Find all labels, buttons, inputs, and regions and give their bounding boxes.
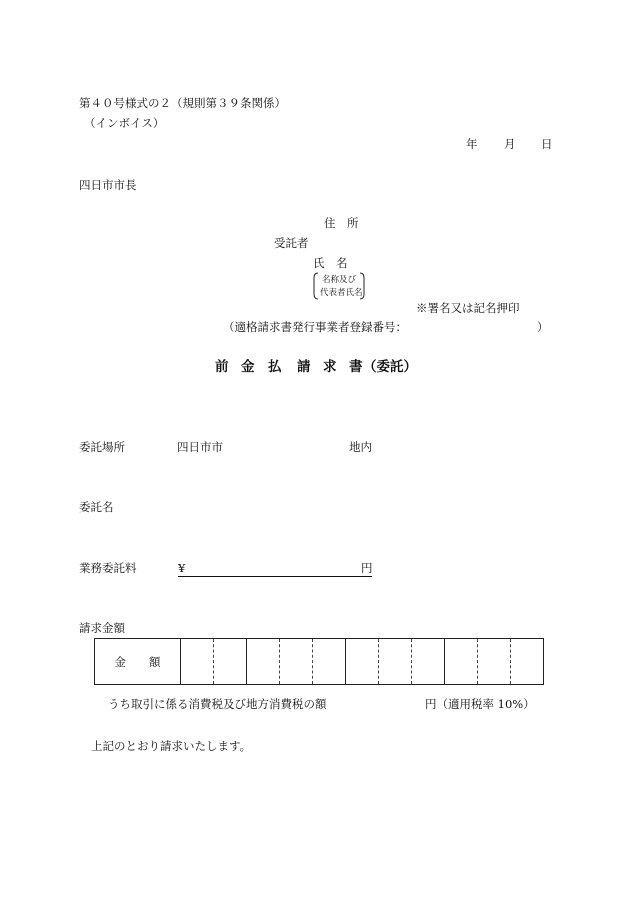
fee-amount-line	[178, 576, 372, 577]
contractor-role-label: 受託者	[274, 236, 309, 250]
digit-cell[interactable]	[379, 639, 412, 685]
digit-cell[interactable]	[181, 639, 214, 685]
form-subtitle: （インボイス）	[84, 116, 165, 130]
digit-cell[interactable]	[511, 639, 544, 685]
address-label: 住 所	[324, 216, 359, 230]
digit-cell[interactable]	[280, 639, 313, 685]
digit-cell[interactable]	[478, 639, 511, 685]
digit-cell[interactable]	[247, 639, 280, 685]
tax-line-unit: 円（適用税率 10%）	[425, 697, 535, 711]
title-char: 前	[215, 359, 229, 375]
digit-cell[interactable]	[214, 639, 247, 685]
digit-cell[interactable]	[313, 639, 346, 685]
date-month-label: 月	[504, 137, 516, 151]
title-char: 書	[349, 359, 363, 375]
title-suffix: （委託）	[363, 359, 417, 375]
name-note-line2: 代表者氏名	[320, 288, 363, 298]
amount-box	[94, 638, 544, 685]
tax-line-label: うち取引に係る消費税及び地方消費税の額	[108, 697, 327, 711]
request-amount-label: 請求金額	[79, 621, 125, 635]
document-title	[215, 361, 417, 375]
date-year-label: 年	[466, 137, 478, 151]
name-note-line1: 名称及び	[322, 275, 357, 285]
title-char: 請	[297, 359, 311, 375]
location-city: 四日市市	[177, 440, 223, 454]
title-char: 金	[241, 359, 255, 375]
digit-cell[interactable]	[412, 639, 445, 685]
location-label: 委託場所	[79, 440, 125, 454]
fee-unit: 円	[361, 561, 373, 575]
title-char: 求	[323, 359, 337, 375]
addressee: 四日市市長	[79, 178, 137, 192]
registration-number-label: （適格請求書発行事業者登録番号：	[223, 320, 407, 334]
contract-fee-label: 業務委託料	[79, 561, 137, 575]
digit-cell[interactable]	[346, 639, 379, 685]
digit-cell[interactable]	[445, 639, 478, 685]
registration-number-close: ）	[537, 320, 549, 334]
seal-note: ※署名又は記名押印	[416, 301, 520, 315]
form-number: 第４０号様式の２（規則第３９条関係）	[79, 96, 286, 110]
contract-name-label: 委託名	[79, 500, 114, 514]
name-label: 氏 名	[313, 256, 348, 270]
amount-box-label: 金 額	[95, 639, 181, 685]
title-char: 払	[268, 359, 282, 375]
fee-currency-symbol: ¥	[178, 561, 186, 575]
date-day-label: 日	[541, 137, 553, 151]
location-suffix: 地内	[349, 440, 372, 454]
closing-statement: 上記のとおり請求いたします。	[91, 739, 252, 753]
